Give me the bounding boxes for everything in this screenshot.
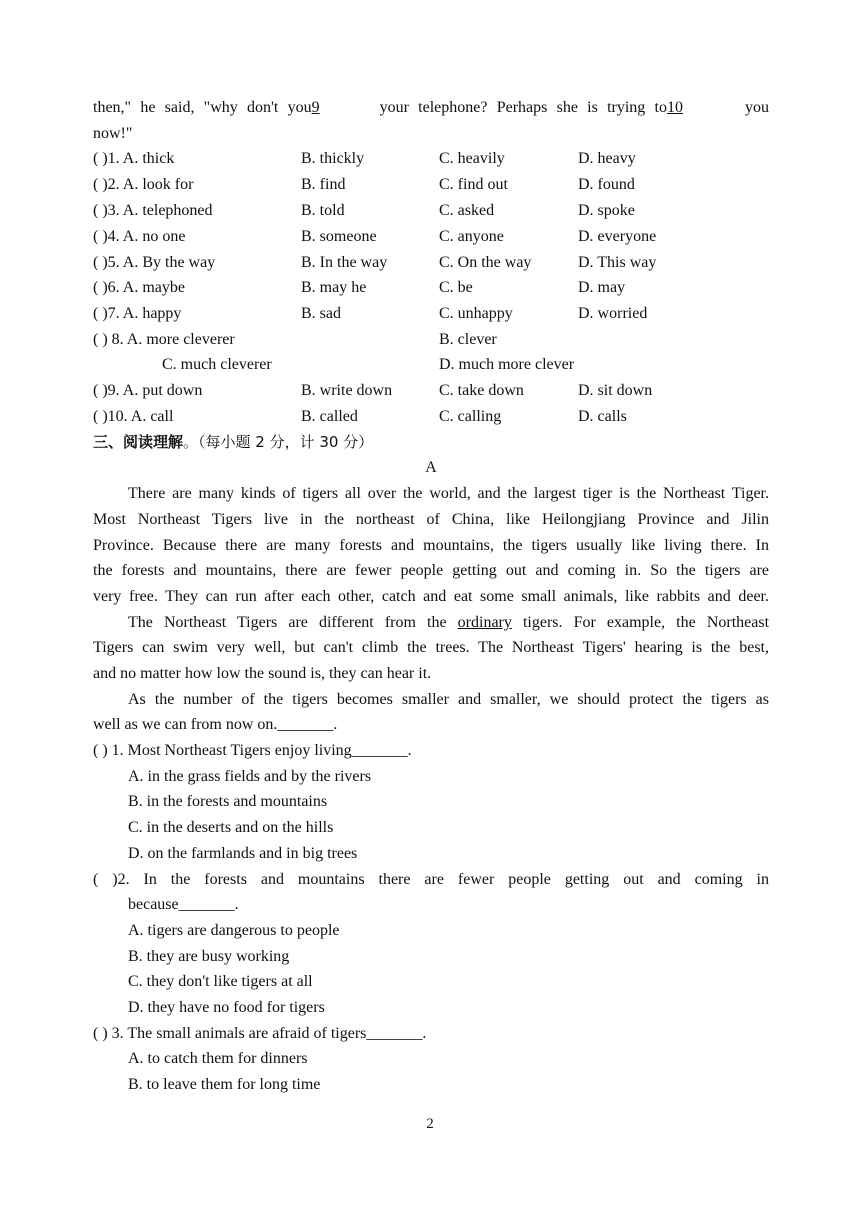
answer-option: C. in the deserts and on the hills (128, 819, 334, 836)
blank-9[interactable]: 9 (311, 99, 320, 116)
reading-question-2: ( )2. In the forests and mountains there are fewer people getting out and coming in (93, 871, 769, 888)
underlined-word: ordinary (457, 614, 512, 631)
passage-line: The Northeast Tigers are different from the ordinary tigers. For example, the Northeast (128, 614, 770, 631)
passage-line: There are many kinds of tigers all over the world, and the largest tiger is the Northeast Tiger. (128, 485, 769, 502)
page-number: 2 (426, 1116, 434, 1132)
passage-line: Most Northeast Tigers live in the northeast of China, like Heilongjiang Province and Jilin (93, 511, 769, 528)
passage-label: A (425, 459, 437, 476)
question-row-1: ( )1. A. thick B. thickly C. heavily D. heavy (93, 150, 636, 167)
section-heading: 三、阅读理解。（每小题 2 分，计 30 分） (93, 433, 374, 451)
reading-question-1: ( ) 1. Most Northeast Tigers enjoy living_______. (93, 742, 412, 759)
question-row-3: ( )3. A. telephoned B. told C. asked D. spoke (93, 202, 635, 219)
cloze-text-line: then," he said, "why don't you9 your telephone? Perhaps she is trying to10 you (93, 95, 769, 121)
question-row-5: ( )5. A. By the way B. In the way C. On the way D. This way (93, 254, 657, 271)
answer-option: B. they are busy working (128, 948, 290, 965)
passage-line: the forests and mountains, there are fewer people getting out and coming in. So the tigers are (93, 562, 769, 579)
question-row-8-cont: C. much cleverer D. much more clever (162, 356, 575, 373)
question-row-2: ( )2. A. look for B. find C. find out D. found (93, 176, 635, 193)
answer-option: D. they have no food for tigers (128, 999, 325, 1016)
answer-option: C. they don't like tigers at all (128, 973, 313, 990)
cloze-text-line: now!" (93, 125, 133, 142)
passage-line: Tigers can swim very well, but can't climb the trees. The Northeast Tigers' hearing is the best, (93, 639, 769, 656)
reading-question-3: ( ) 3. The small animals are afraid of tigers_______. (93, 1025, 427, 1042)
passage-line: and no matter how low the sound is, they can hear it. (93, 665, 432, 682)
answer-option: B. in the forests and mountains (128, 793, 328, 810)
passage-line: Province. Because there are many forests and mountains, the tigers usually like living there. In (93, 537, 769, 554)
passage-line: very free. They can run after each other, catch and eat some small animals, like rabbits and deer. (93, 588, 769, 605)
question-row-6: ( )6. A. maybe B. may he C. be D. may (93, 279, 626, 296)
answer-option: B. to leave them for long time (128, 1076, 321, 1093)
answer-option: A. in the grass fields and by the rivers (128, 768, 372, 785)
blank-10[interactable]: 10 (667, 99, 683, 116)
question-row-7: ( )7. A. happy B. sad C. unhappy D. worried (93, 305, 648, 322)
question-row-4: ( )4. A. no one B. someone C. anyone D. everyone (93, 228, 657, 245)
answer-option: A. to catch them for dinners (128, 1050, 308, 1067)
reading-question-2-cont: because_______. (128, 896, 239, 913)
answer-option: D. on the farmlands and in big trees (128, 845, 358, 862)
passage-line: As the number of the tigers becomes smaller and smaller, we should protect the tigers as (128, 691, 769, 708)
answer-option: A. tigers are dangerous to people (128, 922, 340, 939)
passage-line: well as we can from now on._______. (93, 716, 338, 733)
question-row-9: ( )9. A. put down B. write down C. take down D. sit down (93, 382, 653, 399)
question-row-10: ( )10. A. call B. called C. calling D. calls (93, 408, 627, 425)
question-row-8: ( ) 8. A. more cleverer B. clever (93, 331, 497, 348)
